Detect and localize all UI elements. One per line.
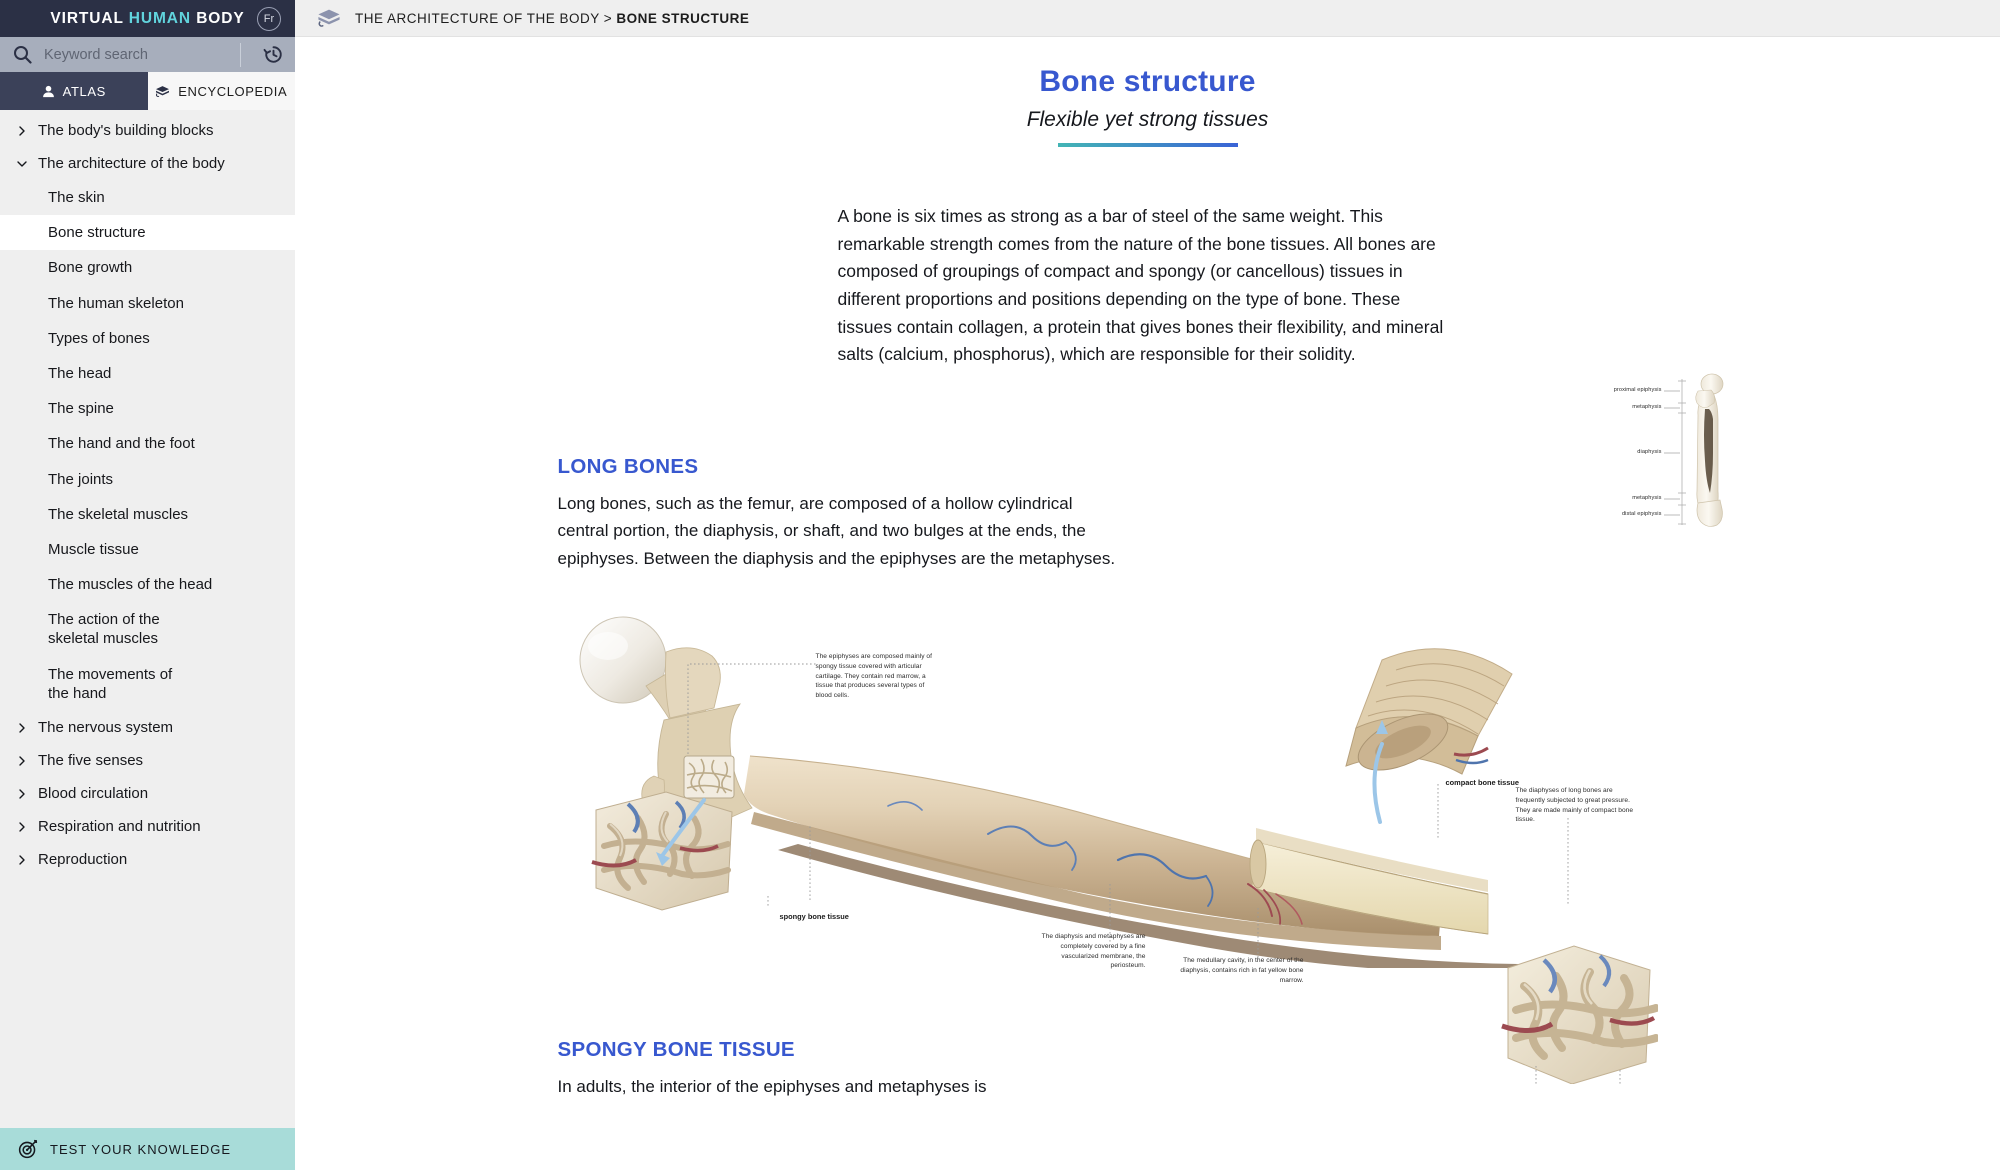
sidebar-item-label: The skin bbox=[48, 189, 105, 206]
section-body-long-bones: Long bones, such as the femur, are composed of a hollow cylindrical central portion, the diaphysis, or shaft, and two bulges at the ends, the epiphyses. Between the diaphysis and the epiphyses are the metaphyses. bbox=[557, 493, 1116, 568]
sidebar-nav bbox=[0, 110, 295, 1128]
breadcrumb-text bbox=[355, 11, 749, 26]
breadcrumb-current: BONE STRUCTURE bbox=[616, 10, 750, 26]
history-clock-icon[interactable] bbox=[251, 44, 295, 65]
sidebar-item-blood-circulation[interactable] bbox=[0, 777, 295, 810]
figure-long-bone-anatomy bbox=[558, 608, 1738, 984]
breadcrumb bbox=[295, 0, 2000, 37]
sidebar-item-the-skin[interactable] bbox=[0, 180, 295, 215]
callout-compact-tissue: The diaphyses of long bones are frequently subjected to great pressure. They are made mainly of compact bone tissue. bbox=[1515, 787, 1634, 824]
figure-femur-labelled bbox=[1612, 369, 1728, 529]
intro-paragraph: A bone is six times as strong as a bar of steel of the same weight. This remarkable strength comes from the nature of the bone tissues. All bones are composed of groupings of compact and spongy (or cancellous) tissues in different proportions and positions depending on the type of bone. These tissues contain collagen, a protein that gives bones their flexibility, and mineral salts (calcium, phosphorus), which are responsible for their solidity. bbox=[837, 206, 1444, 365]
sidebar-item-label: The nervous system bbox=[38, 719, 174, 736]
tab-encyclopedia-label: ENCYCLOPEDIA bbox=[178, 83, 288, 99]
sidebar-item-label: The skeletal muscles bbox=[48, 505, 189, 523]
sidebar-item-label: The head bbox=[48, 364, 112, 382]
femur-label-distal-epiphysis: distal epiphysis bbox=[1621, 510, 1662, 517]
section-body-spongy-bone-tissue: In adults, the interior of the epiphyses and metaphyses is bbox=[557, 1077, 987, 1097]
sidebar-item-label: The joints bbox=[48, 470, 114, 488]
femur-label-diaphysis: diaphysis bbox=[1637, 448, 1662, 455]
sidebar-item-label: Blood circulation bbox=[38, 785, 149, 802]
sidebar-item-label: Bone structure bbox=[48, 224, 146, 242]
test-your-knowledge-button[interactable] bbox=[0, 1128, 295, 1170]
femur-label-metaphysis-distal: metaphysis bbox=[1632, 494, 1662, 501]
compact-bone-cylinder bbox=[1346, 649, 1512, 782]
tab-atlas-label: ATLAS bbox=[62, 83, 106, 99]
book-icon bbox=[317, 8, 341, 28]
sidebar-item-label: Types of bones bbox=[48, 329, 150, 347]
page-subtitle: Flexible yet strong tissues bbox=[1026, 108, 1269, 131]
sidebar-item-the-joints[interactable] bbox=[0, 462, 295, 497]
sidebar-item-label: The spine bbox=[48, 400, 114, 418]
section-heading-spongy-bone-tissue: SPONGY BONE TISSUE bbox=[557, 1038, 795, 1062]
sidebar bbox=[0, 0, 295, 1170]
target-icon bbox=[18, 1139, 38, 1159]
femur-label-metaphysis-proximal: metaphysis bbox=[1632, 403, 1662, 410]
section-spongy-bone-tissue bbox=[558, 1038, 1738, 1101]
language-toggle-button[interactable] bbox=[257, 7, 281, 31]
sidebar-item-label: Bone growth bbox=[48, 259, 133, 277]
sidebar-item-muscle-tissue[interactable] bbox=[0, 532, 295, 567]
sidebar-item-label: The five senses bbox=[38, 752, 144, 769]
sidebar-item-label: The movements of the hand bbox=[48, 665, 173, 702]
sidebar-item-the-head[interactable] bbox=[0, 356, 295, 391]
search-icon bbox=[0, 45, 44, 64]
sidebar-item-bone-structure[interactable] bbox=[0, 215, 295, 250]
sidebar-item-label: Muscle tissue bbox=[48, 540, 139, 558]
figure-spongy-bone-closeup bbox=[1498, 934, 1658, 1084]
chevron-right-icon bbox=[16, 788, 28, 800]
chevron-down-icon bbox=[16, 158, 28, 170]
chevron-right-icon bbox=[16, 821, 28, 833]
brand-bar bbox=[0, 0, 295, 37]
sidebar-item-the-muscles-of-the-head[interactable] bbox=[0, 567, 295, 602]
app-title-word3: BODY bbox=[196, 9, 245, 27]
sidebar-item-the-human-skeleton[interactable] bbox=[0, 286, 295, 321]
app-title-word2: HUMAN bbox=[128, 9, 191, 27]
sidebar-item-label: Reproduction bbox=[38, 851, 128, 868]
app-title bbox=[50, 10, 244, 28]
tab-encyclopedia[interactable] bbox=[148, 72, 296, 110]
sidebar-item-label: The action of the skeletal muscles bbox=[48, 611, 160, 648]
tag-spongy-bone-tissue: spongy bone tissue bbox=[779, 912, 849, 922]
sidebar-item-action-of-skeletal-muscles[interactable] bbox=[0, 602, 215, 656]
app-title-word1: VIRTUAL bbox=[50, 9, 124, 27]
book-icon bbox=[155, 85, 170, 98]
tab-atlas[interactable] bbox=[0, 72, 148, 110]
sidebar-item-the-skeletal-muscles[interactable] bbox=[0, 497, 295, 532]
sidebar-item-types-of-bones[interactable] bbox=[0, 321, 295, 356]
sidebar-item-the-nervous-system[interactable] bbox=[0, 711, 295, 744]
sidebar-item-architecture-of-the-body[interactable] bbox=[0, 147, 295, 180]
sidebar-item-bodys-building-blocks[interactable] bbox=[0, 114, 295, 147]
chevron-right-icon bbox=[16, 755, 28, 767]
sidebar-item-movements-of-the-hand[interactable] bbox=[0, 657, 215, 711]
section-long-bones bbox=[557, 386, 1738, 984]
section-heading-long-bones: LONG BONES bbox=[557, 454, 699, 478]
search-bar bbox=[0, 37, 295, 72]
intro-column bbox=[838, 203, 1458, 369]
sidebar-item-label: The muscles of the head bbox=[48, 576, 213, 594]
sidebar-item-respiration-and-nutrition[interactable] bbox=[0, 810, 295, 843]
femur-label-proximal-epiphysis: proximal epiphysis bbox=[1613, 386, 1662, 393]
sidebar-item-the-five-senses[interactable] bbox=[0, 744, 295, 777]
title-underline-rule bbox=[1058, 143, 1238, 147]
breadcrumb-parent[interactable]: THE ARCHITECTURE OF THE BODY bbox=[355, 10, 600, 26]
search-input[interactable] bbox=[44, 47, 240, 63]
search-divider bbox=[240, 43, 241, 67]
callout-epiphyses: The epiphyses are composed mainly of spongy tissue covered with articular cartilage. They contain red marrow, a tissue that produces several types of blood cells. bbox=[815, 653, 933, 699]
tag-compact-bone-tissue: compact bone tissue bbox=[1445, 778, 1520, 788]
sidebar-item-label: The architecture of the body bbox=[38, 155, 225, 172]
test-your-knowledge-label: TEST YOUR KNOWLEDGE bbox=[50, 1141, 232, 1157]
main-panel bbox=[295, 0, 2000, 1170]
language-label: Fr bbox=[263, 12, 275, 25]
sidebar-tabs bbox=[0, 72, 295, 110]
sidebar-item-label: The body's building blocks bbox=[38, 122, 214, 139]
spongy-bone-cube bbox=[592, 792, 732, 910]
sidebar-item-label: The human skeleton bbox=[48, 294, 184, 312]
callout-periosteum: The diaphysis and metaphyses are completely covered by a fine vascularized membrane, the periosteum. bbox=[1041, 933, 1146, 970]
callout-medullary-cavity: The medullary cavity, in the center of the diaphysis, contains rich in fat yellow bone marrow. bbox=[1180, 957, 1304, 984]
sidebar-item-label: The hand and the foot bbox=[48, 435, 195, 453]
sidebar-item-bone-growth[interactable] bbox=[0, 250, 295, 285]
sidebar-item-label: Respiration and nutrition bbox=[38, 818, 201, 835]
breadcrumb-separator: > bbox=[599, 10, 617, 26]
chevron-right-icon bbox=[16, 125, 28, 137]
femur-mini-illustration bbox=[1612, 369, 1728, 529]
article-scroll-area[interactable] bbox=[295, 37, 2000, 1170]
sidebar-item-reproduction[interactable] bbox=[0, 843, 295, 876]
page-title: Bone structure bbox=[1039, 65, 1256, 98]
sidebar-item-the-hand-and-the-foot[interactable] bbox=[0, 426, 295, 461]
person-icon bbox=[42, 85, 55, 98]
chevron-right-icon bbox=[16, 722, 28, 734]
sidebar-item-the-spine[interactable] bbox=[0, 391, 295, 426]
chevron-right-icon bbox=[16, 854, 28, 866]
